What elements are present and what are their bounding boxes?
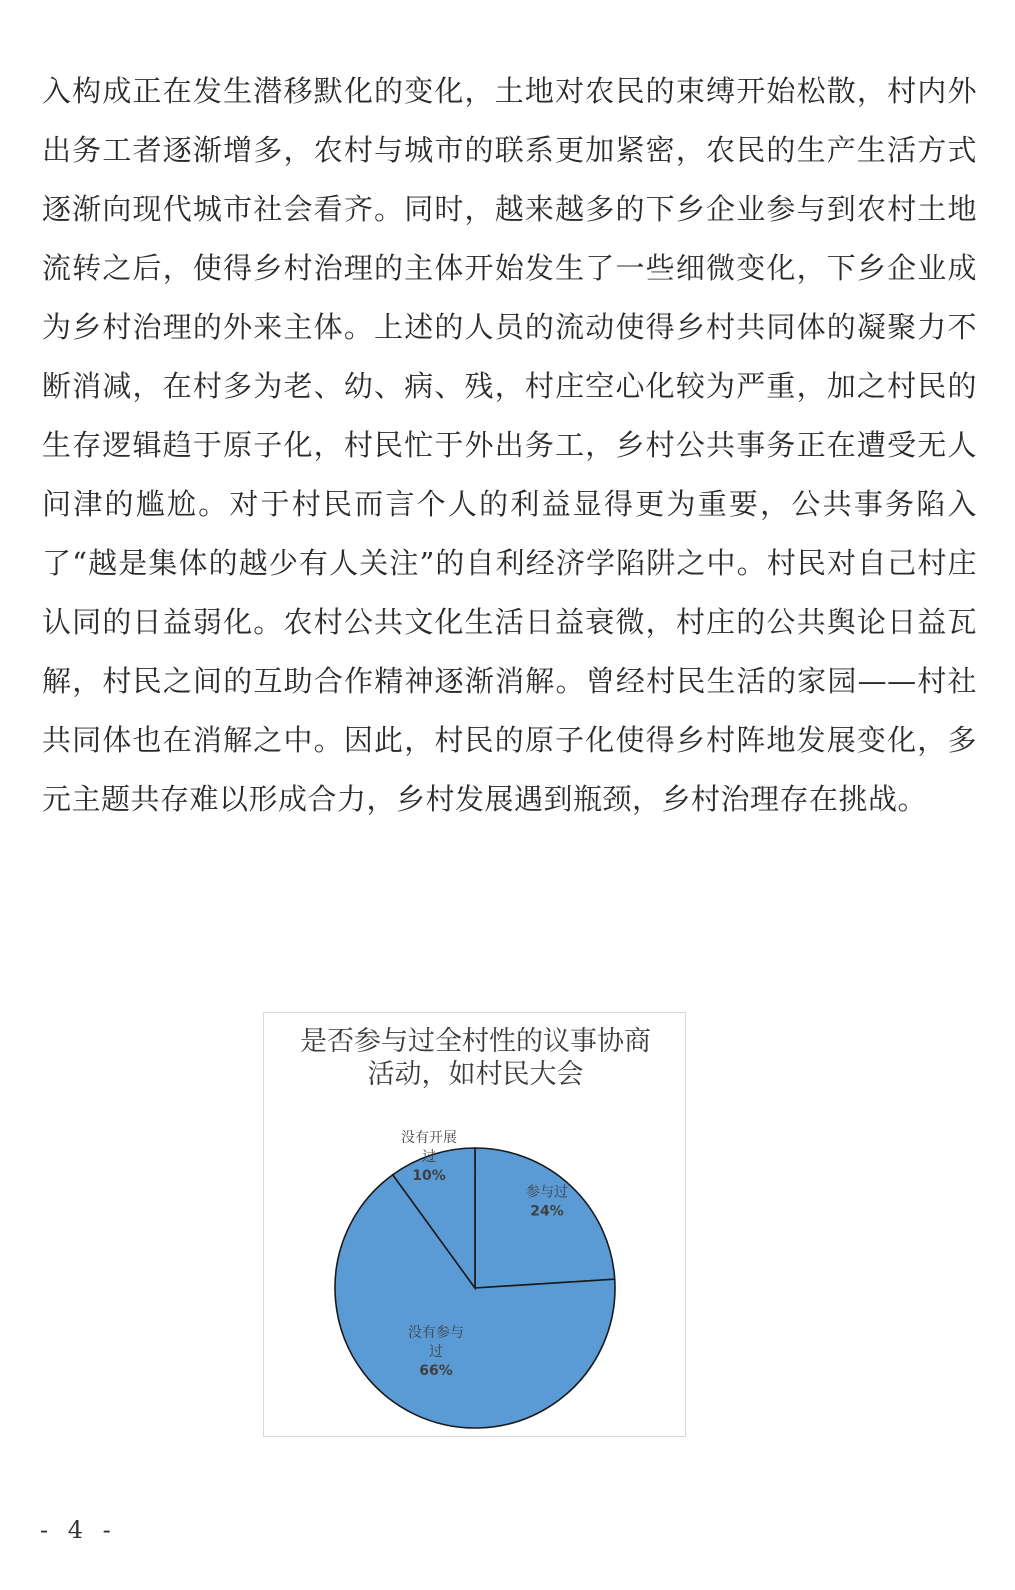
chart-title: 是否参与过全村性的议事协商活动，如村民大会 [300,1026,651,1090]
body-paragraph: 入构成正在发生潜移默化的变化，土地对农民的束缚开始松散，村内外出务工者逐渐增多，农村与城市的联系更加紧密，农民的生产生活方式逐渐向现代城市社会看齐。同时，越来越多的下乡企业参与到农村土地流转之后，使得乡村治理的主体开始发生了一些细微变化，下乡企业成为乡村治理的外来主体。上述的人员的流动使得乡村共同体的凝聚力不断消减，在村多为老、幼、病、残，村庄空心化较为严重，加之村民的生存逻辑趋于原子化，村民忙于外出务工，乡村公共事务正在遭受无人问津的尴尬。对于村民而言个人的利益显得更为重要，公共事务陷入了“越是集体的越少有人关注”的自利经济学陷阱之中。村民对自己村庄认同的日益弱化。农村公共文化生活日益衰微，村庄的公共舆论日益瓦解，村民之间的互助合作精神逐渐消解。曾经村民生活的家园——村社共同体也在消解之中。因此，村民的原子化使得乡村阵地发展变化，多元主题共存难以形成合力，乡村发展遇到瓶颈，乡村治理存在挑战。 [42,74,977,816]
pie-chart [264,1013,684,1435]
pie-slice-label: 没有参与过 66% [408,1325,464,1379]
pie-chart-frame [263,1012,686,1437]
page-number: - 4 - [40,1516,117,1544]
pie-slice-label: 参与过 24% [526,1184,568,1220]
pie-slice-label: 没有开展过 10% [401,1130,457,1184]
